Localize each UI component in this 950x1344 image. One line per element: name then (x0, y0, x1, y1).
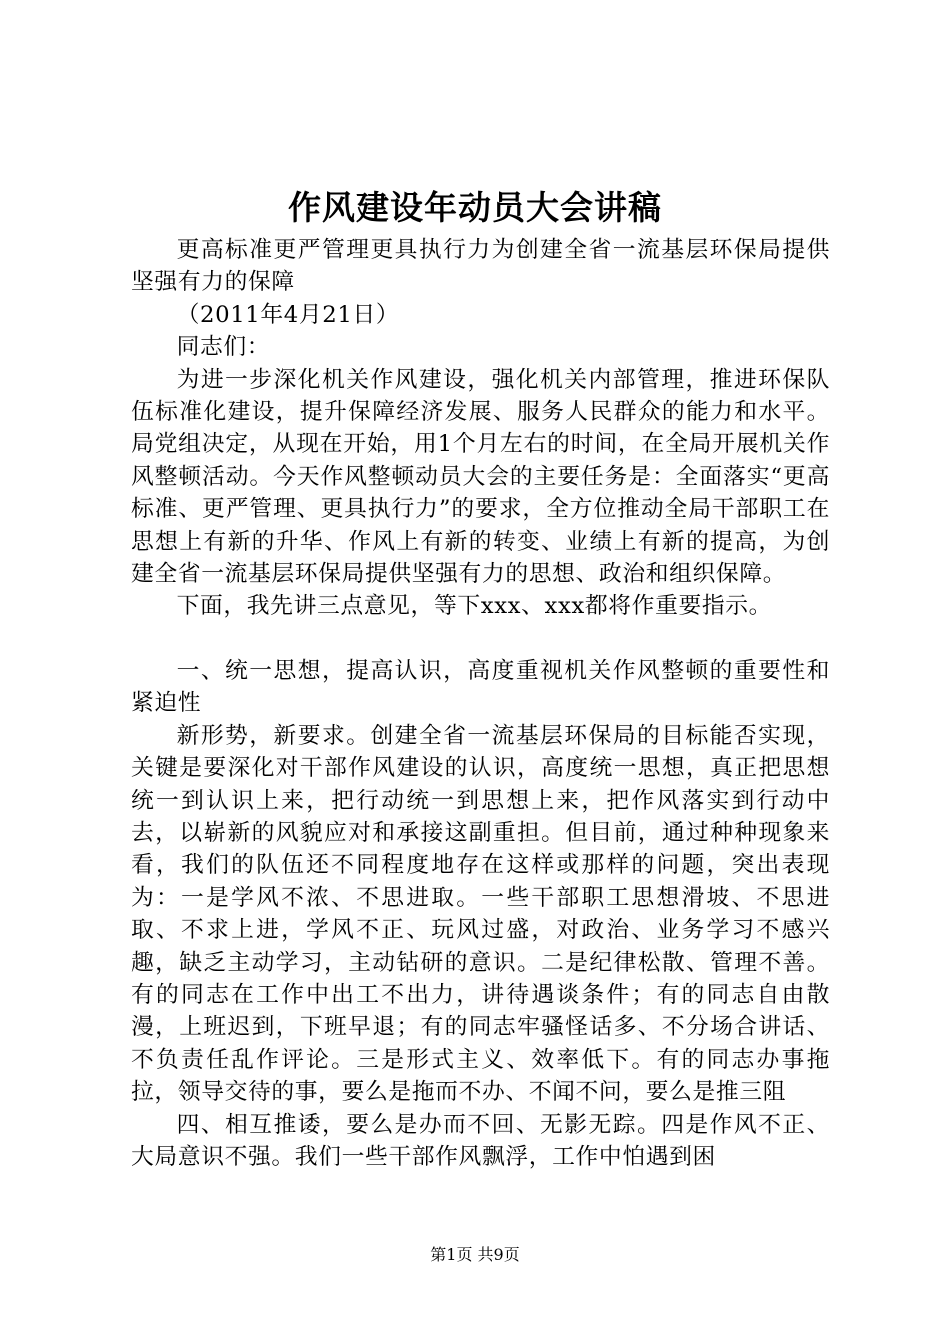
blank-line (131, 623, 830, 655)
page-footer: 第1页 共9页 (430, 1245, 520, 1264)
intro-paragraph: 为进一步深化机关作风建设，强化机关内部管理，推进环保队伍标准化建设，提升保障经济发展、服务人民群众的能力和水平。局党组决定，从现在开始，用1个月左右的时间，在全局开展机关作风整顿活动。今天作风整顿动员大会的主要任务是：全面落实“更高标准、更严管理、更具执行力”的要求，全方位推动全局干部职工在思想上有新的升华、作风上有新的转变、业绩上有新的提高，为创建全省一流基层环保局提供坚强有力的思想、政治和组织保障。 (131, 366, 830, 588)
section-paragraph-continued: 四、相互推诿，要么是办而不回、无影无踪。四是作风不正、大局意识不强。我们一些干部作风飘浮，工作中怕遇到困 (131, 1111, 830, 1170)
section-heading: 一、统一思想，提高认识，高度重视机关作风整顿的重要性和紧迫性 (131, 657, 830, 717)
document-body (131, 234, 830, 1173)
document-title: 作风建设年动员大会讲稿 (288, 188, 662, 227)
subtitle-paragraph: 更高标准更严管理更具执行力为创建全省一流基层环保局提供坚强有力的保障 (131, 237, 830, 296)
salutation-paragraph: 同志们： (176, 334, 271, 361)
outline-paragraph: 下面，我先讲三点意见，等下xxx、xxx都将作重要指示。 (176, 593, 773, 620)
section-paragraph: 新形势，新要求。创建全省一流基层环保局的目标能否实现，关键是要深化对干部作风建设的认识，高度统一思想，真正把思想统一到认识上来，把行动统一到思想上来，把作风落实到行动中去，以崭新的风貌应对和承接这副重担。但目前，通过种种现象来看，我们的队伍还不同程度地存在这样或那样的问题，突出表现为：一是学风不浓、不思进取。一些干部职工思想滑坡、不思进取、不求上进，学风不正、玩风过盛，对政治、业务学习不感兴趣，缺乏主动学习，主动钻研的意识。二是纪律松散、管理不善。有的同志在工作中出工不出力，讲待遇谈条件；有的同志自由散漫，上班迟到，下班早退；有的同志牢骚怪话多、不分场合讲话、不负责任乱作评论。三是形式主义、效率低下。有的同志办事拖拉，领导交待的事，要么是拖而不办、不闻不问，要么是推三阻 (131, 722, 830, 1106)
date-paragraph: （2011年4月21日） (176, 301, 400, 328)
